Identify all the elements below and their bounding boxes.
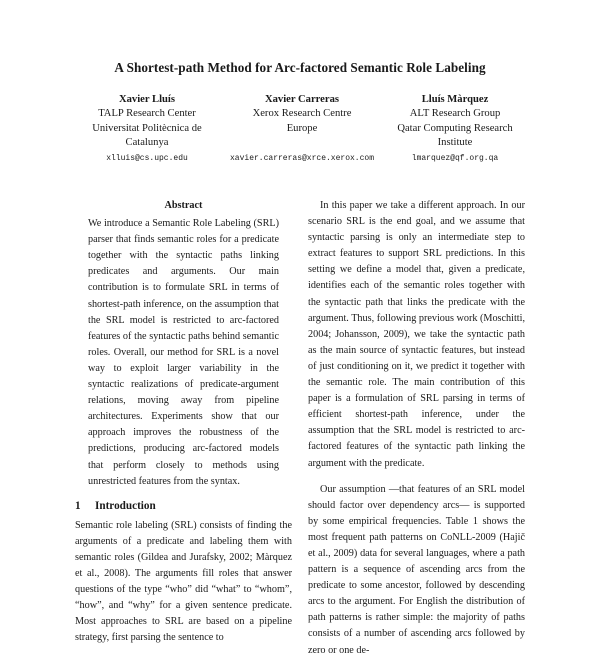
author-email: xavier.carreras@xrce.xerox.com <box>229 153 375 163</box>
author-block <box>72 93 222 166</box>
author-affiliation-line: Qatar Computing Research <box>397 122 513 134</box>
author-affiliation-line: TALP Research Center <box>98 108 196 120</box>
author-affiliation-line: ALT Research Group <box>409 108 501 120</box>
author-email: lmarquez@qf.org.qa <box>411 154 499 164</box>
body-paragraph: Our assumption —that features of an SRL model should factor over dependency arcs— is supported by some empirical frequencies. Table 1 shows the most frequent path patterns on CoNLL-2009 (Hajič et al., 2009) data for several languages, where a path pattern is a sequence of ascending arcs from the predicate to some ancestor, followed by descending arcs to the argument. For English the distribution of path patterns is rather simple: the majority of paths consists of a number of ascending arcs followed by zero or one de- <box>308 483 525 656</box>
author-affiliation-line: Europe <box>286 122 318 134</box>
author-block <box>212 93 392 166</box>
section-title: Introduction <box>95 499 156 512</box>
author-name: Lluís Màrquez <box>421 94 489 105</box>
author-affiliation-line: Xerox Research Centre <box>252 108 352 120</box>
author-name: Xavier Lluís <box>118 94 175 105</box>
author-affiliation-line: Universitat Politècnica de <box>92 122 202 134</box>
author-affiliation-line: Institute <box>437 136 473 148</box>
section-heading <box>75 498 292 514</box>
paper-title: A Shortest-path Method for Arc-factored Semantic Role Labeling <box>114 60 486 75</box>
left-column <box>75 198 292 647</box>
right-column <box>308 198 525 659</box>
author-name: Xavier Carreras <box>264 94 340 105</box>
body-paragraph: In this paper we take a different approach. In our scenario SRL is the end goal, and we assume that syntactic parsing is only an intermediate step to extract features to support SRL predictions. In this setting we define a model that, given a predicate, identifies each of the semantic roles together with the syntactic path that links the predicate with the argument. Thus, following previous work (Moschitti, 2004; Johansson, 2009), we take the syntactic path as the main source of syntactic features, but instead of just conditioning on it, we predict it together with the semantic role. The main contribution of this paper is a formulation of SRL parsing in terms of efficient shortest-path inference, under the assumption that the SRL model is restricted to arc-factored features of the syntactic path linking the argument with the predicate. <box>308 200 525 469</box>
abstract-heading: Abstract <box>164 200 203 211</box>
author-email: xlluis@cs.upc.edu <box>106 154 188 164</box>
section-number: 1 <box>75 499 81 512</box>
intro-paragraph: Semantic role labeling (SRL) consists of finding the arguments of a predicate and labeling them with semantic roles (Gildea and Jurafsky, 2002; Màrquez et al., 2008). The arguments fill roles that answer questions of the type “who” did “what” to “whom”, “how”, and “why” for a given sentence predicate. Most approaches to SRL are based on a pipeline strategy, first parsing the sentence to <box>75 519 292 644</box>
author-affiliation-line: Catalunya <box>125 136 169 148</box>
author-block <box>380 93 530 166</box>
abstract-text: We introduce a Semantic Role Labeling (SRL) parser that finds semantic roles for a predicate together with the syntactic paths linking predicates and arguments. Our main contribution is to formulate SRL in terms of shortest-path inference, on the assumption that the SRL model is restricted to arc-factored features of the syntactic paths behind semantic roles. Overall, our method for SRL is a novel way to exploit larger variability in the syntactic realizations of predicate-argument relations, moving away from pipeline architectures. Experiments show that our approach improves the robustness of the predictions, producing arc-factored models that perform closely to methods using unrestricted features from the syntax. <box>88 218 279 487</box>
